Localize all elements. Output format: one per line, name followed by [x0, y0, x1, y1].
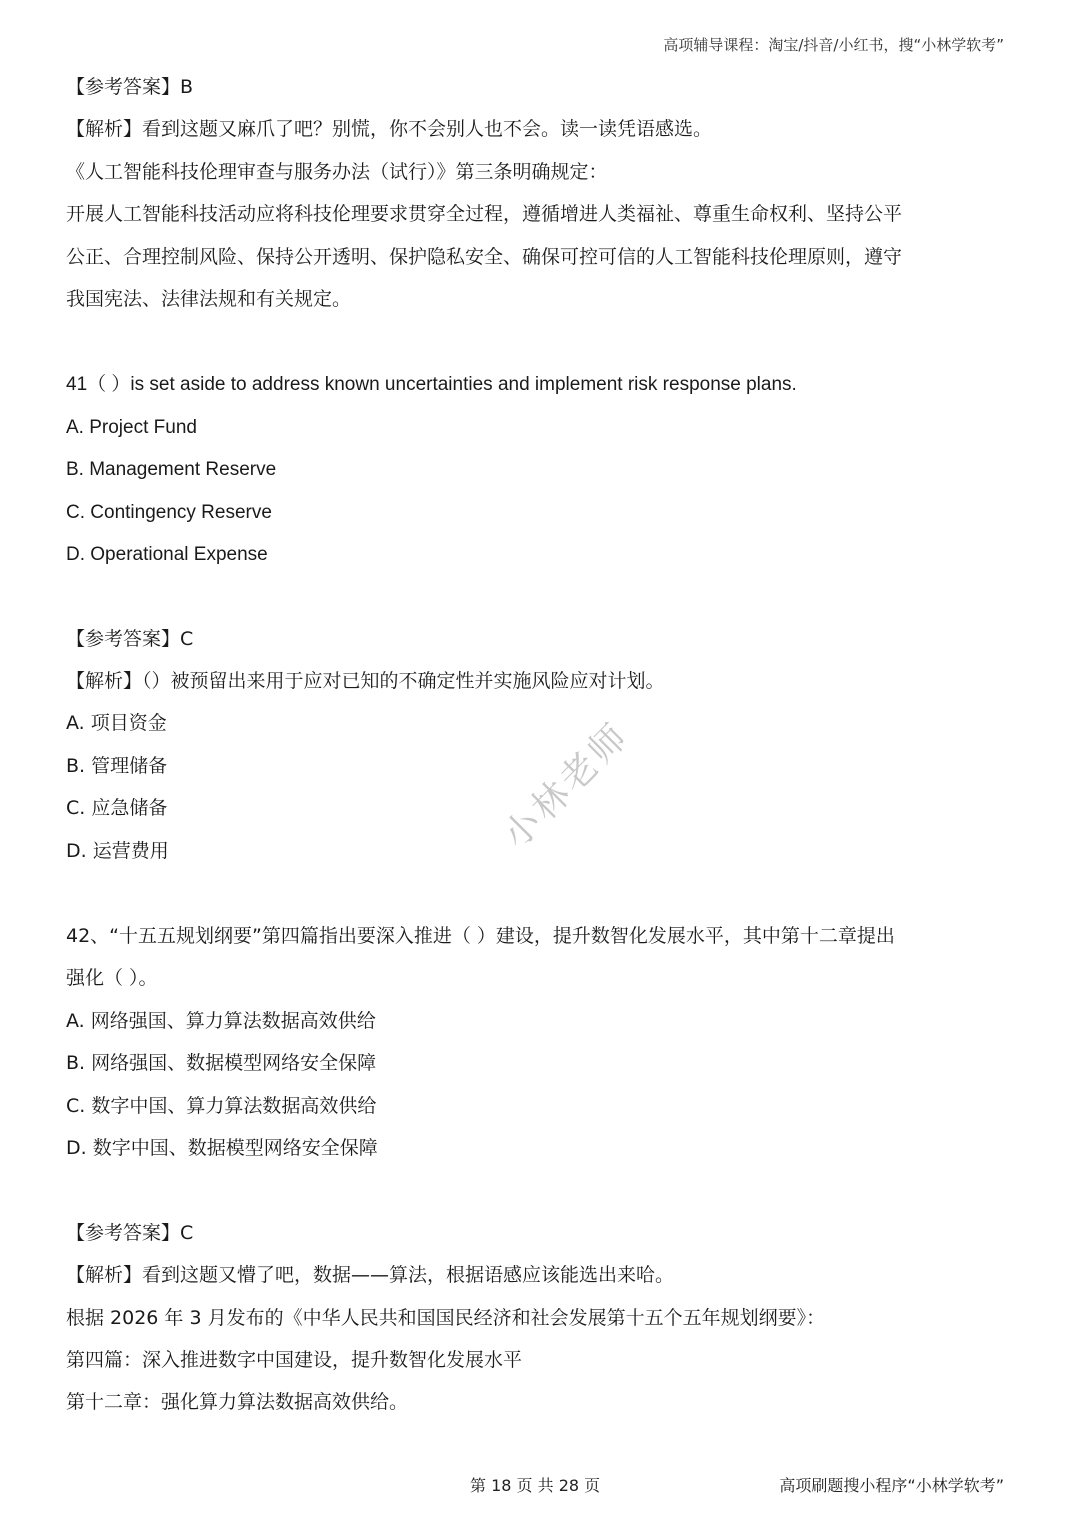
page-number: 第 18 页 共 28 页 — [470, 1476, 601, 1495]
footer-promo: 高项刷题搜小程序“小林学软考” — [779, 1476, 1004, 1495]
question-41: 41（ ）is set aside to address known uncertainties and implement risk response plans. — [66, 374, 797, 395]
q41-option-b: B. Management Reserve — [66, 459, 277, 480]
q41-cn-option-a: A. 项目资金 — [66, 712, 167, 734]
q41-option-a: A. Project Fund — [66, 417, 197, 438]
q41-cn-option-b: B. 管理储备 — [66, 755, 168, 777]
q42-option-d: D. 数字中国、数据模型网络安全保障 — [66, 1137, 378, 1159]
q41-option-c: C. Contingency Reserve — [66, 502, 272, 523]
page-header: 高项辅导课程：淘宝/抖音/小红书，搜“小林学软考” — [663, 36, 1004, 54]
analysis-42-line3: 第十二章：强化算力算法数据高效供给。 — [66, 1391, 409, 1413]
answer-42: 【参考答案】C — [66, 1222, 194, 1244]
q41-option-d: D. Operational Expense — [66, 544, 268, 565]
answer-41: 【参考答案】C — [66, 628, 194, 650]
analysis-42: 【解析】看到这题又懵了吧，数据——算法，根据语感应该能选出来哈。 — [66, 1264, 675, 1286]
question-42-line1: 42、“十五五规划纲要”第四篇指出要深入推进（ ）建设，提升数智化发展水平，其中第十二章提出 — [66, 925, 895, 947]
q42-option-c: C. 数字中国、算力算法数据高效供给 — [66, 1095, 377, 1117]
analysis-40-line2: 开展人工智能科技活动应将科技伦理要求贯穿全过程，遵循增进人类福祉、尊重生命权利、坚持公平 — [66, 203, 903, 225]
analysis-41: 【解析】（）被预留出来用于应对已知的不确定性并实施风险应对计划。 — [66, 670, 665, 692]
q42-option-b: B. 网络强国、数据模型网络安全保障 — [66, 1052, 377, 1074]
q41-cn-option-c: C. 应急储备 — [66, 797, 168, 819]
question-42-line2: 强化（ ）。 — [66, 967, 158, 989]
answer-40: 【参考答案】B — [66, 76, 194, 98]
analysis-42-line1: 根据 2026 年 3 月发布的《中华人民共和国国民经济和社会发展第十五个五年规划纲要》： — [66, 1307, 826, 1329]
q42-option-a: A. 网络强国、算力算法数据高效供给 — [66, 1010, 376, 1032]
analysis-40-line1: 《人工智能科技伦理审查与服务办法（试行）》第三条明确规定： — [66, 161, 608, 183]
analysis-42-line2: 第四篇：深入推进数字中国建设，提升数智化发展水平 — [66, 1349, 523, 1371]
q41-cn-option-d: D. 运营费用 — [66, 840, 169, 862]
analysis-40-line3: 公正、合理控制风险、保持公开透明、保护隐私安全、确保可控可信的人工智能科技伦理原则，遵守 — [66, 246, 903, 268]
analysis-40: 【解析】看到这题又麻爪了吧？别慌，你不会别人也不会。读一读凭语感选。 — [66, 118, 713, 140]
watermark: 小林老师 — [495, 714, 638, 857]
analysis-40-line4: 我国宪法、法律法规和有关规定。 — [66, 288, 352, 310]
